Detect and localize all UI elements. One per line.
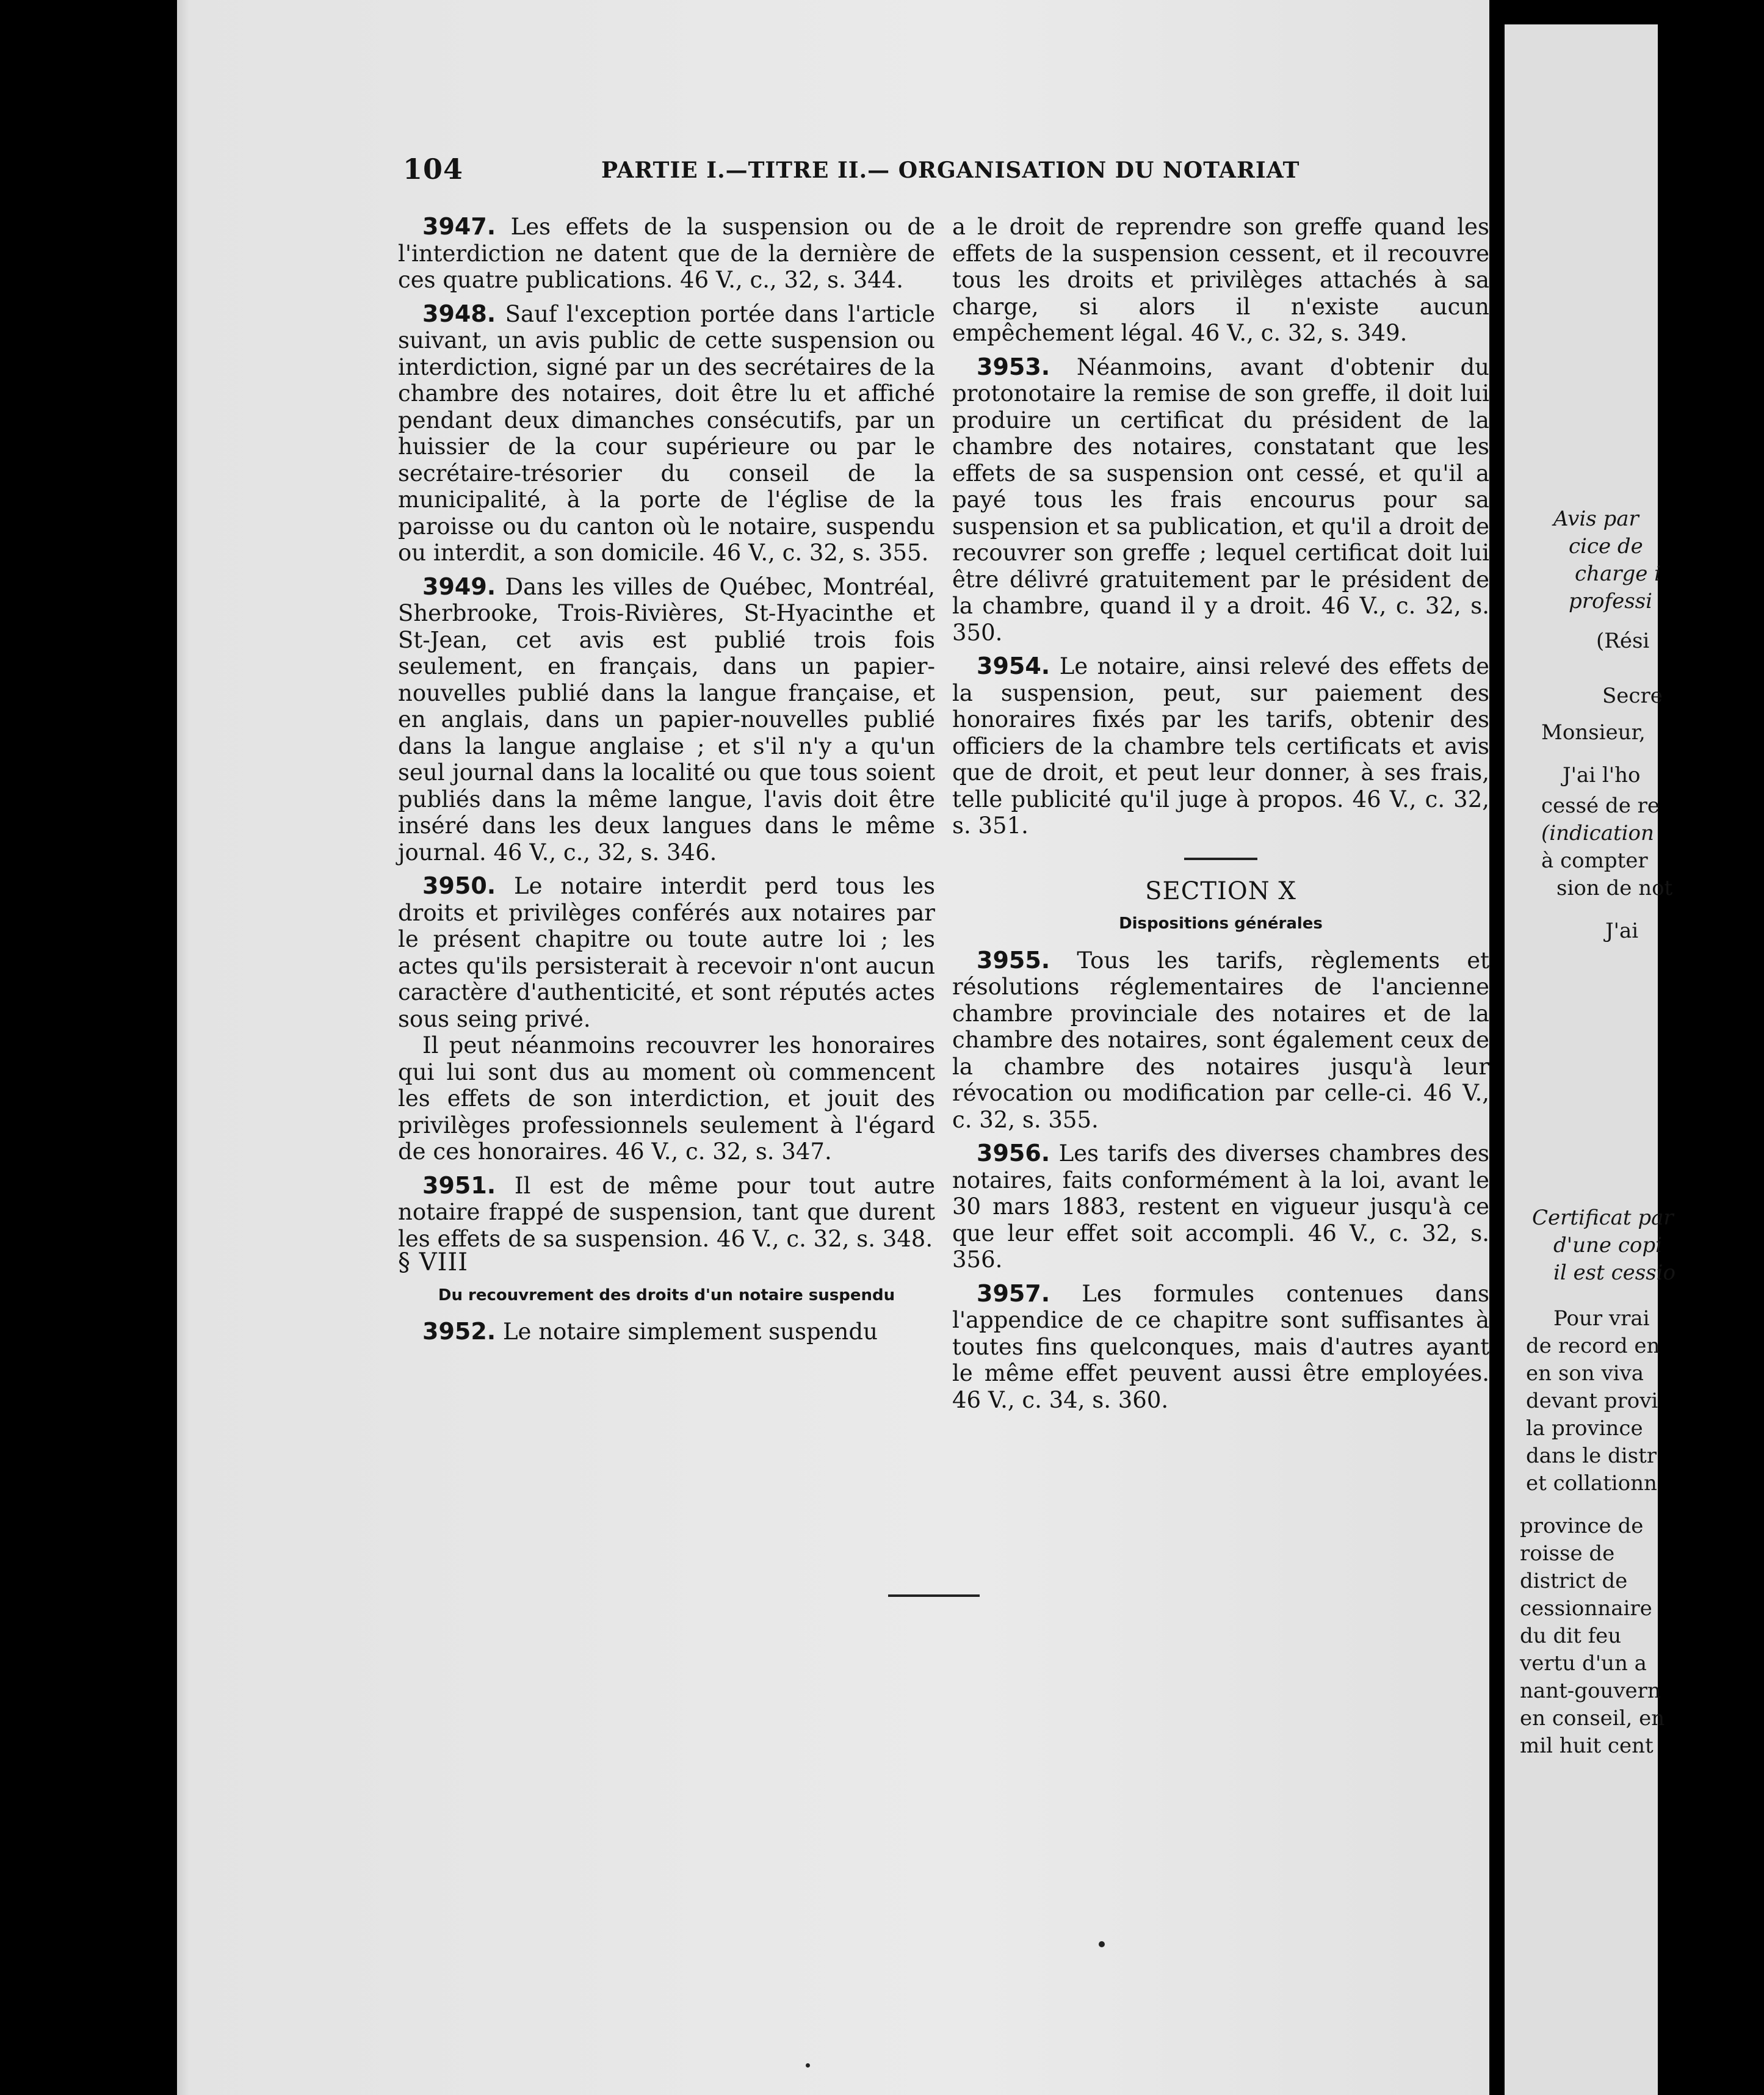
article-3953	[952, 354, 1489, 646]
article-3957	[952, 1281, 1489, 1414]
adjacent-page-line: et collationn	[1526, 1471, 1657, 1496]
adjacent-page-line: (Rési	[1596, 629, 1650, 653]
adjacent-page	[1505, 24, 1675, 2095]
article-3950	[398, 873, 935, 1032]
article-text: Le notaire, ainsi relevé des effets de la suspension, peut, sur paiement des honoraires fixés par les tarifs, obtenir des officiers de la chambre tels certificats et avis que de droit, et peut leur donner, à ses frais, telle publicité qu'il juge à propos. 46 V., c. 32, s. 351.	[952, 653, 1489, 839]
article-number: 3952.	[422, 1318, 496, 1345]
right-column	[952, 214, 1489, 1420]
adjacent-page-line: dans le distr	[1526, 1444, 1657, 1468]
print-speck	[806, 2063, 810, 2068]
section-x-subtitle: Dispositions générales	[1119, 914, 1323, 933]
page-number: 104	[403, 153, 464, 186]
article-text: Le notaire interdit perd tous les droits et privilèges conférés aux notaires par le présent chapitre ou toute autre loi ; les actes qu'ils persisterait à recevoir n'ont aucun caractère d'authenticité, et sont réputés actes sous seing privé.	[398, 873, 936, 1032]
article-number: 3953.	[977, 353, 1050, 380]
adjacent-page-line: vertu d'un a	[1520, 1651, 1647, 1676]
print-speck	[1099, 1941, 1105, 1947]
article-number: 3947.	[422, 213, 496, 240]
article-text: a le droit de reprendre son greffe quand les effets de la suspension cessent, et il recouvre tous les droits et privilèges attachés à sa charge, si alors il n'existe aucun empêchement légal. 46 V., c. 32, s. 349.	[952, 214, 1489, 346]
adjacent-page-line: à compter	[1541, 848, 1648, 873]
article-number: 3948.	[422, 300, 496, 327]
adjacent-page-line: charge i	[1575, 562, 1661, 586]
adjacent-page-line: cessionnaire	[1520, 1596, 1652, 1621]
adjacent-page-line: il est cessio	[1553, 1261, 1675, 1285]
adjacent-page-line: cice de	[1569, 534, 1643, 559]
adjacent-page-line: cessé de re	[1541, 794, 1660, 818]
adjacent-page-line: du dit feu	[1520, 1624, 1622, 1648]
article-text: Il est de même pour tout autre notaire frappé de suspension, tant que durent les effets de sa suspension. 46 V., c. 32, s. 348.	[398, 1172, 936, 1252]
article-3956	[952, 1140, 1489, 1273]
article-text: Les formules contenues dans l'appendice de ce chapitre sont suffisantes à toutes fins quelconques, mais d'autres ayant le même effet peuvent aussi être employées. 46 V., c. 34, s. 360.	[952, 1280, 1489, 1413]
adjacent-page-line: devant provi	[1526, 1389, 1658, 1413]
adjacent-page-line: J'ai l'ho	[1563, 763, 1641, 787]
article-3949	[398, 574, 935, 866]
end-rule	[888, 1594, 980, 1597]
left-column	[398, 214, 935, 1353]
adjacent-page-line: Secre	[1602, 684, 1663, 708]
article-3954	[952, 653, 1489, 839]
adjacent-page-line: professi	[1569, 589, 1652, 613]
adjacent-page-line: de record en	[1526, 1334, 1660, 1358]
article-text: Le notaire simplement suspendu	[502, 1319, 878, 1345]
article-3952	[398, 1319, 935, 1345]
adjacent-page-line: J'ai	[1605, 919, 1639, 943]
adjacent-page-line: Monsieur,	[1541, 720, 1646, 745]
article-text: Sauf l'exception portée dans l'article suivant, un avis public de cette suspension ou interdiction, signé par un des secrétaires de la chambre des notaires, doit être lu et affiché pendant deux dimanches consécutifs, par un huissier de la cour supérieure ou par le secrétaire-trésorier du conseil de la municipalité, à la porte de l'église de la paroisse ou du canton où le notaire, suspendu ou interdit, a son domicile. 46 V., c. 32, s. 355.	[398, 300, 935, 566]
adjacent-page-line: d'une copi	[1553, 1233, 1662, 1257]
article-number: 3957.	[977, 1279, 1050, 1307]
section-x-title: SECTION X	[1145, 877, 1296, 905]
article-3952-continued	[952, 214, 1489, 347]
article-text: Les tarifs des diverses chambres des notaires, faits conformément à la loi, avant le 30 mars 1883, restent en vigueur jusqu'à ce que leur effet soit accompli. 46 V., c. 32, s. 356.	[952, 1140, 1489, 1273]
article-3955	[952, 947, 1489, 1134]
adjacent-page-line: Pour vrai	[1553, 1306, 1650, 1331]
adjacent-page-line: nant-gouvern	[1520, 1679, 1661, 1703]
article-text: Dans les villes de Québec, Montréal, Sherbrooke, Trois-Rivières, St-Hyacinthe et St-Jean, cet avis est publié trois fois seulement, en français, dans un papier-nouvelles publié dans la langue française, et en anglais, dans un papier-nouvelles publié dans la langue anglaise ; et s'il n'y a qu'un seul journal dans la localité ou que tous soient publiés dans la même langue, l'avis doit être inséré dans les deux langues dans le même journal. 46 V., c., 32, s. 346.	[398, 573, 936, 866]
adjacent-page-line: Avis par	[1553, 507, 1639, 531]
section-divider	[1184, 858, 1257, 860]
article-3951	[398, 1173, 935, 1253]
article-number: 3949.	[422, 573, 496, 600]
article-3950-paragraph-2	[398, 1032, 935, 1165]
article-text: Tous les tarifs, règlements et résolutions réglementaires de l'ancienne chambre provinciale des notaires et de la chambre des notaires, sont également ceux de la chambre des notaires jusqu'à leur révocation ou modification par celle-ci. 46 V., c. 32, s. 355.	[952, 947, 1489, 1133]
article-number: 3954.	[977, 653, 1050, 679]
adjacent-page-line: en son viva	[1526, 1361, 1644, 1386]
adjacent-page-line: Certificat par	[1532, 1206, 1674, 1230]
article-number: 3951.	[422, 1171, 496, 1199]
article-text: Il peut néanmoins recouvrer les honoraires qui lui sont dus au moment où commencent les effets de son interdiction, et jouit des privilèges professionnels seulement à l'égard de ces honoraires. 46 V., c. 32, s. 347.	[398, 1032, 935, 1165]
article-number: 3950.	[422, 872, 496, 899]
adjacent-page-line: sion de not	[1556, 876, 1673, 900]
article-3948	[398, 301, 935, 566]
adjacent-page-line: mil huit cent	[1520, 1734, 1654, 1758]
article-3947	[398, 214, 935, 294]
adjacent-page-line: province de	[1520, 1514, 1644, 1538]
section-viii-subtitle: Du recouvrement des droits d'un notaire suspendu	[438, 1286, 895, 1304]
running-head: PARTIE I.—TITRE II.— ORGANISATION DU NOTARIAT	[601, 157, 1300, 183]
article-text: Néanmoins, avant d'obtenir du protonotaire la remise de son greffe, il doit lui produire un certificat du président de la chambre des notaires, constatant que les effets de sa suspension ont cessé, et qu'il a payé tous les frais encourus pour sa suspension et sa publication, et qu'il a droit de recouvrer son greffe ; lequel certificat doit lui être délivré gratuitement par le président de la chambre, quand il y a droit. 46 V., c. 32, s. 350.	[952, 353, 1489, 646]
article-text: Les effets de la suspension ou de l'interdiction ne datent que de la dernière de ces quatre publications. 46 V., c., 32, s. 344.	[398, 214, 936, 293]
adjacent-page-line: (indication	[1541, 821, 1654, 845]
adjacent-page-line: en conseil, en	[1520, 1706, 1665, 1731]
adjacent-page-line: roisse de	[1520, 1541, 1615, 1566]
article-number: 3956.	[977, 1140, 1050, 1167]
adjacent-page-line: district de	[1520, 1569, 1628, 1593]
section-viii-title: § VIII	[398, 1248, 469, 1276]
adjacent-page-line: la province	[1526, 1416, 1643, 1441]
article-number: 3955.	[977, 946, 1050, 974]
